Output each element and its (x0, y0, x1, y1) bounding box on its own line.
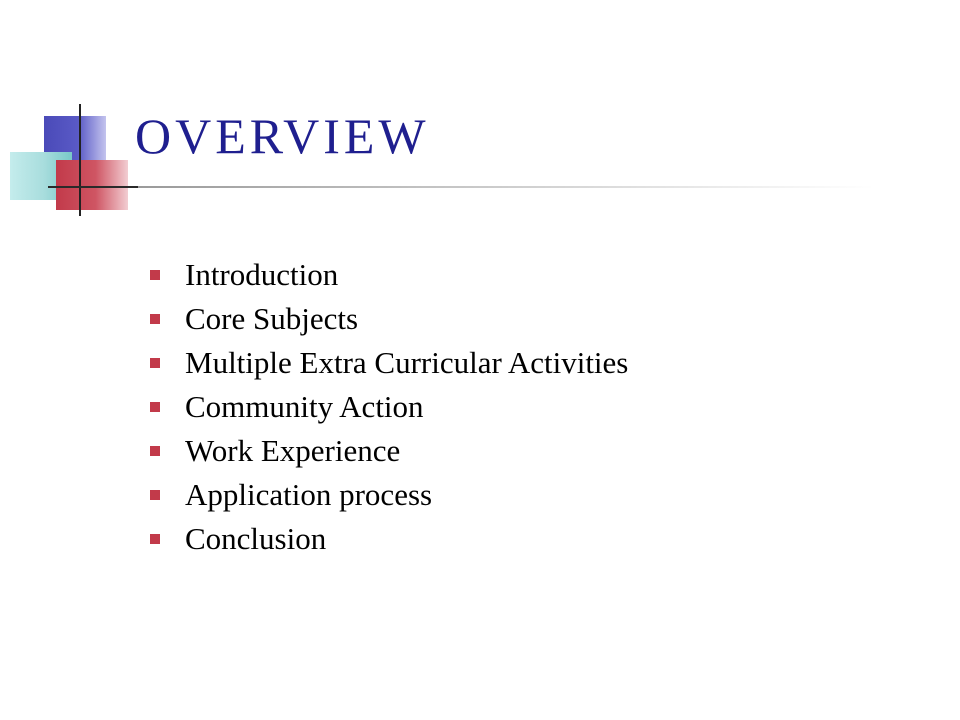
list-item (150, 429, 628, 473)
list-item (150, 473, 628, 517)
bullet-text: Introduction (185, 257, 339, 292)
bullet-text: Conclusion (185, 521, 327, 556)
bullet-text: Community Action (185, 389, 424, 424)
bullet-list (150, 253, 628, 561)
decorative-horizontal-line (48, 186, 138, 188)
square-bullet-icon (150, 402, 160, 412)
square-bullet-icon (150, 270, 160, 280)
slide-title: OVERVIEW (135, 108, 430, 164)
list-item (150, 253, 628, 297)
decorative-red-square (56, 160, 128, 210)
list-item (150, 385, 628, 429)
square-bullet-icon (150, 358, 160, 368)
square-bullet-icon (150, 490, 160, 500)
bullet-text: Work Experience (185, 433, 401, 468)
square-bullet-icon (150, 534, 160, 544)
square-bullet-icon (150, 446, 160, 456)
decorative-vertical-line (79, 104, 81, 216)
list-item (150, 517, 628, 561)
square-bullet-icon (150, 314, 160, 324)
list-item (150, 297, 628, 341)
title-underline-rule (138, 186, 874, 188)
bullet-text: Multiple Extra Curricular Activities (185, 345, 629, 380)
list-item (150, 341, 628, 385)
bullet-text: Core Subjects (185, 301, 359, 336)
bullet-text: Application process (185, 477, 433, 512)
